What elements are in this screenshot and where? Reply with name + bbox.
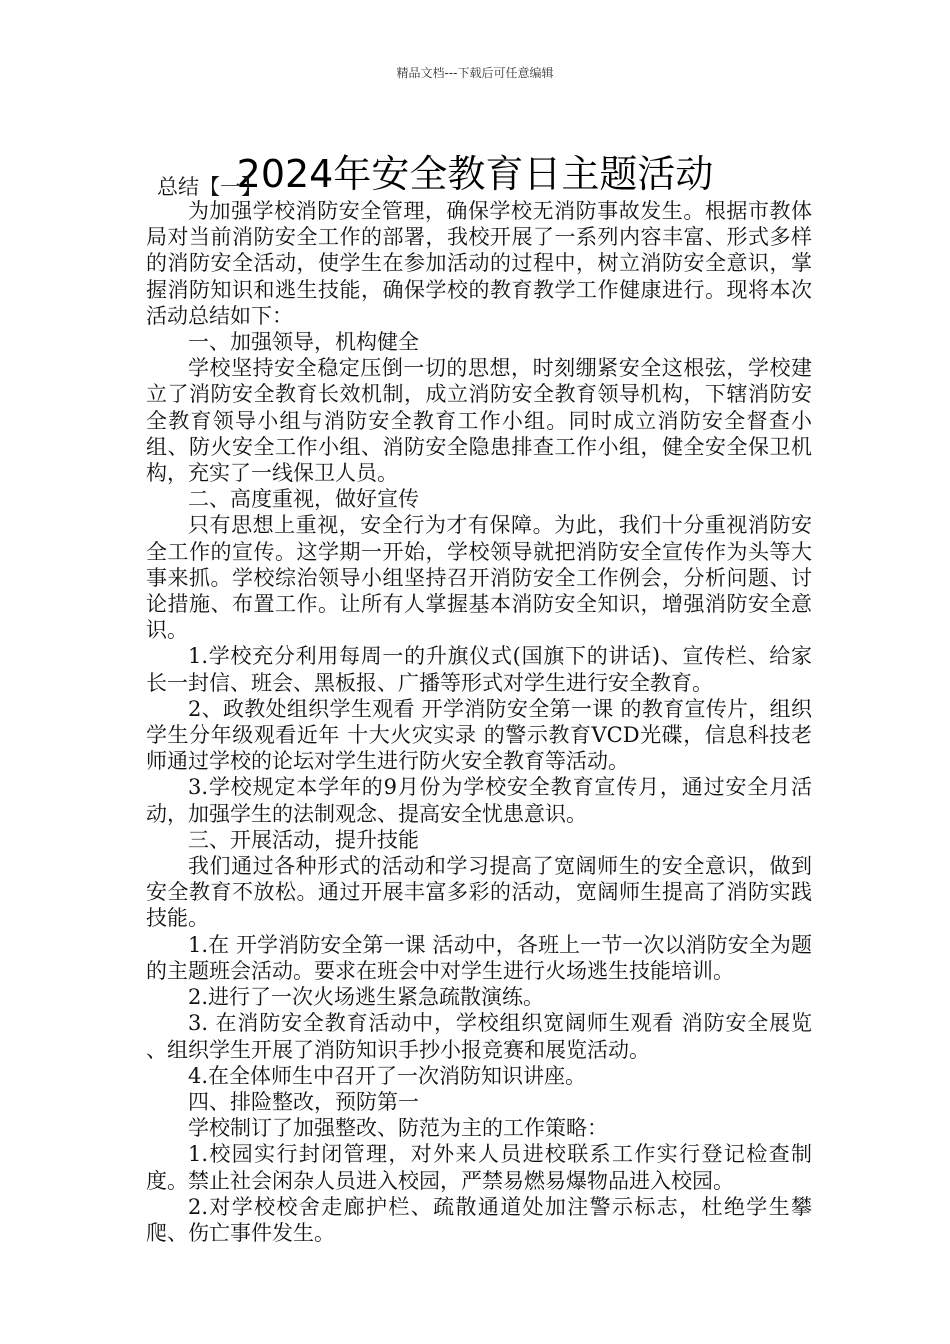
list-item: 2、政教处组织学生观看 开学消防安全第一课 的教育宣传片，组织学生分年级观看近年 十大火灾实录 的警示教育VCD光碟，信息科技老师通过学校的论坛对学生进行防火安全教育等活动。 xyxy=(146,696,812,774)
section-heading-1: 一、加强领导，机构健全 xyxy=(188,330,419,355)
document-body xyxy=(146,198,812,1246)
paragraph-intro: 为加强学校消防安全管理，确保学校无消防事故发生。根据市教体局对当前消防安全工作的部署，我校开展了一系列内容丰富、形式多样的消防安全活动，使学生在参加活动的过程中，树立消防安全意识，掌握消防知识和逃生技能，确保学校的教育教学工作健康进行。现将本次活动总结如下： xyxy=(146,199,812,328)
section-heading-3: 三、开展活动，提升技能 xyxy=(188,827,419,852)
section-heading-2: 二、高度重视，做好宣传 xyxy=(188,487,419,512)
list-item: 2.进行了一次火场逃生紧急疏散演练。 xyxy=(188,985,545,1010)
paragraph: 学校制订了加强整改、防范为主的工作策略： xyxy=(188,1116,608,1141)
list-item: 2.对学校校舍走廊护栏、疏散通道处加注警示标志，杜绝学生攀爬、伤亡事件发生。 xyxy=(146,1194,812,1245)
list-item: 1.在 开学消防安全第一课 活动中，各班上一节一次以消防安全为题的主题班会活动。要求在班会中对学生进行火场逃生技能培训。 xyxy=(146,932,812,983)
list-item: 1.校园实行封闭管理，对外来人员进校联系工作实行登记检查制度。禁止社会闲杂人员进入校园，严禁易燃易爆物品进入校园。 xyxy=(146,1142,812,1193)
list-item: 4.在全体师生中召开了一次消防知识讲座。 xyxy=(188,1063,587,1088)
document-title: 2024年安全教育日主题活动 xyxy=(236,152,714,197)
paragraph: 只有思想上重视，安全行为才有保障。为此，我们十分重视消防安全工作的宣传。这学期一开始，学校领导就把消防安全宣传作为头等大事来抓。学校综治领导小组坚持召开消防安全工作例会，分析问题、讨论措施、布置工作。让所有人掌握基本消防安全知识，增强消防安全意识。 xyxy=(146,513,812,643)
list-item: 3.学校规定本学年的9月份为学校安全教育宣传月，通过安全月活动，加强学生的法制观念、提高安全忧患意识。 xyxy=(146,775,812,826)
list-item: 1.学校充分利用每周一的升旗仪式(国旗下的讲话)、宣传栏、给家长一封信、班会、黑板报、广播等形式对学生进行安全教育。 xyxy=(146,644,812,695)
header-note: 精品文档---下载后可任意编辑 xyxy=(396,66,554,80)
section-heading-4: 四、排险整改，预防第一 xyxy=(188,1089,419,1114)
paragraph: 我们通过各种形式的活动和学习提高了宽阔师生的安全意识，做到安全教育不放松。通过开展丰富多彩的活动，宽阔师生提高了消防实践技能。 xyxy=(146,854,812,931)
list-item: 3. 在消防安全教育活动中，学校组织宽阔师生观看 消防安全展览 、组织学生开展了消防知识手抄小报竞赛和展览活动。 xyxy=(146,1011,812,1062)
paragraph: 学校坚持安全稳定压倒一切的思想，时刻绷紧安全这根弦，学校建立了消防安全教育长效机制，成立消防安全教育领导机构，下辖消防安全教育领导小组与消防安全教育工作小组。同时成立消防安全督查小组、防火安全工作小组、消防安全隐患排查工作小组，健全安全保卫机构，充实了一线保卫人员。 xyxy=(146,356,812,486)
document-subtitle: 总结【一】 xyxy=(157,175,262,199)
